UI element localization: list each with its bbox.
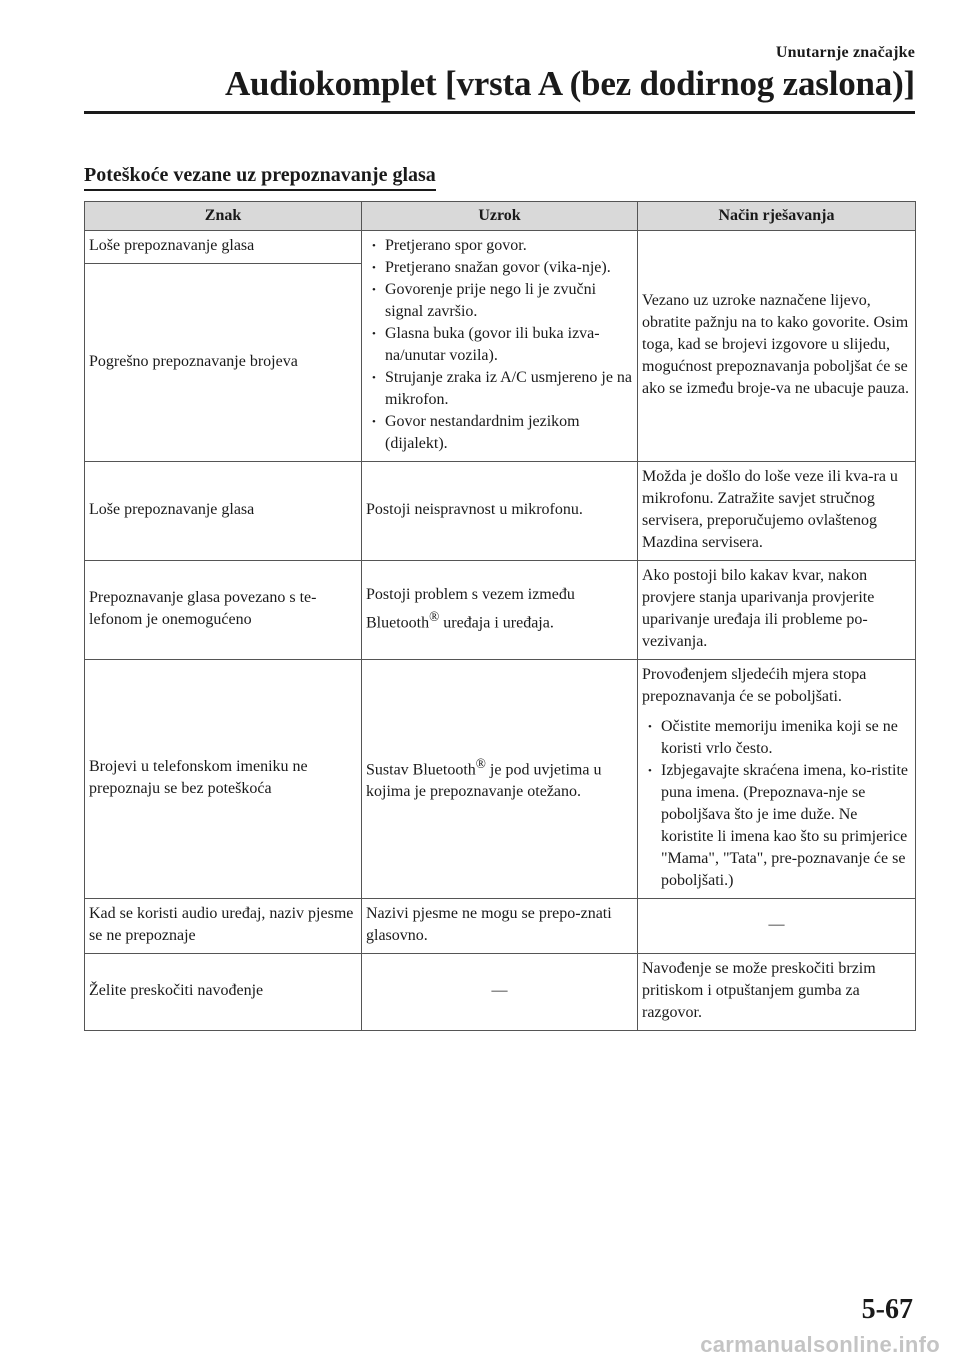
list-item: • Govor nestandardnim jezikom (dijalekt). [366,411,633,455]
chapter-label: Unutarnje značajke [775,44,915,61]
cause-cell [362,231,638,462]
list-item: • Izbjegavajte skraćena imena, ko-ristite puna imena. (Prepoznava-nje se poboljšava što je ime duže. Ne koristite li imena kao što su primjerice "Mama", "Tata", pre-poznavanje će se poboljšati.) [642,760,911,892]
watermark: carmanualsonline.info [700,1332,940,1357]
cause-cell: Nazivi pjesme ne mogu se prepo-znati glasovno. [362,899,638,954]
cause-text: Sustav Bluetooth [366,761,476,779]
page-title: Audiokomplet [vrsta A (bez dodirnog zaslona)] [224,64,915,103]
solution-cell: Možda je došlo do loše veze ili kva-ra u mikrofonu. Zatražite savjet stručnog servisera, preporučujemo ovlaštenog Mazdina servisera. [638,462,916,561]
sign-cell: Loše prepoznavanje glasa [85,462,362,561]
cause-cell: Postoji neispravnost u mikrofonu. [362,462,638,561]
solution-cell: Vezano uz uzroke naznačene lijevo, obratite pažnju na to kako govorite. Osim toga, kad se brojevi izgovore u slijedu, mogućnost prepoznavanja poboljšat će se ako se između broje-va ne ubacuje pauza. [638,231,916,462]
sign-cell: Kad se koristi audio uređaj, naziv pjesme se ne prepoznaje [85,899,362,954]
registered-mark: ® [475,755,486,771]
cause-cell: — [362,954,638,1031]
table-row [85,231,916,264]
cause-text: Postoji problem s vezem između Bluetooth [366,585,575,632]
solution-lead: Provođenjem sljedećih mjera stopa prepoznavanja će se poboljšati. [642,666,867,705]
solution-cell: — [638,899,916,954]
cause-text-end: uređaja i uređaja. [439,614,554,632]
list-item: • Pretjerano spor govor. [366,235,633,257]
table-header-row [85,202,916,231]
cause-cell [362,561,638,660]
list-item: • Glasna buka (govor ili buka izva-na/unutar vozila). [366,323,633,367]
section-title: Poteškoće vezane uz prepoznavanje glasa [84,164,436,191]
solution-cell: Ako postoji bilo kakav kvar, nakon provjere stanja uparivanja provjerite uparivanje uređaja ili probleme po-vezivanja. [638,561,916,660]
sign-cell: Prepoznavanje glasa povezano s te-lefonom je onemogućeno [85,561,362,660]
table-row [85,561,916,660]
table-row [85,462,916,561]
column-header-sign: Znak [85,202,362,231]
list-item: • Strujanje zraka iz A/C usmjereno je na mikrofon. [366,367,633,411]
list-item: • Govorenje prije nego li je zvučni signal završio. [366,279,633,323]
table-row [85,954,916,1031]
column-header-cause: Uzrok [362,202,638,231]
sign-cell: Loše prepoznavanje glasa [85,231,362,264]
registered-mark: ® [429,608,440,624]
sign-cell: Brojevi u telefonskom imeniku ne prepoznaju se bez poteškoća [85,660,362,899]
table-row [85,899,916,954]
list-item: • Pretjerano snažan govor (vika-nje). [366,257,633,279]
list-item: • Očistite memoriju imenika koji se ne koristi vrlo često. [642,716,911,760]
page-number: 5-67 [861,1294,913,1325]
sign-cell: Želite preskočiti navođenje [85,954,362,1031]
solution-list [642,716,911,892]
sign-cell: Pogrešno prepoznavanje brojeva [85,264,362,462]
solution-cell [638,660,916,899]
cause-text-end: je pod uvjetima u kojima je prepoznavanje otežano. [366,761,602,801]
table-row [85,660,916,899]
header-divider [84,111,915,114]
solution-cell: Navođenje se može preskočiti brzim pritiskom i otpuštanjem gumba za razgovor. [638,954,916,1031]
column-header-solution: Način rješavanja [638,202,916,231]
cause-list [366,235,633,455]
troubleshooting-table [84,201,916,1031]
cause-cell [362,660,638,899]
